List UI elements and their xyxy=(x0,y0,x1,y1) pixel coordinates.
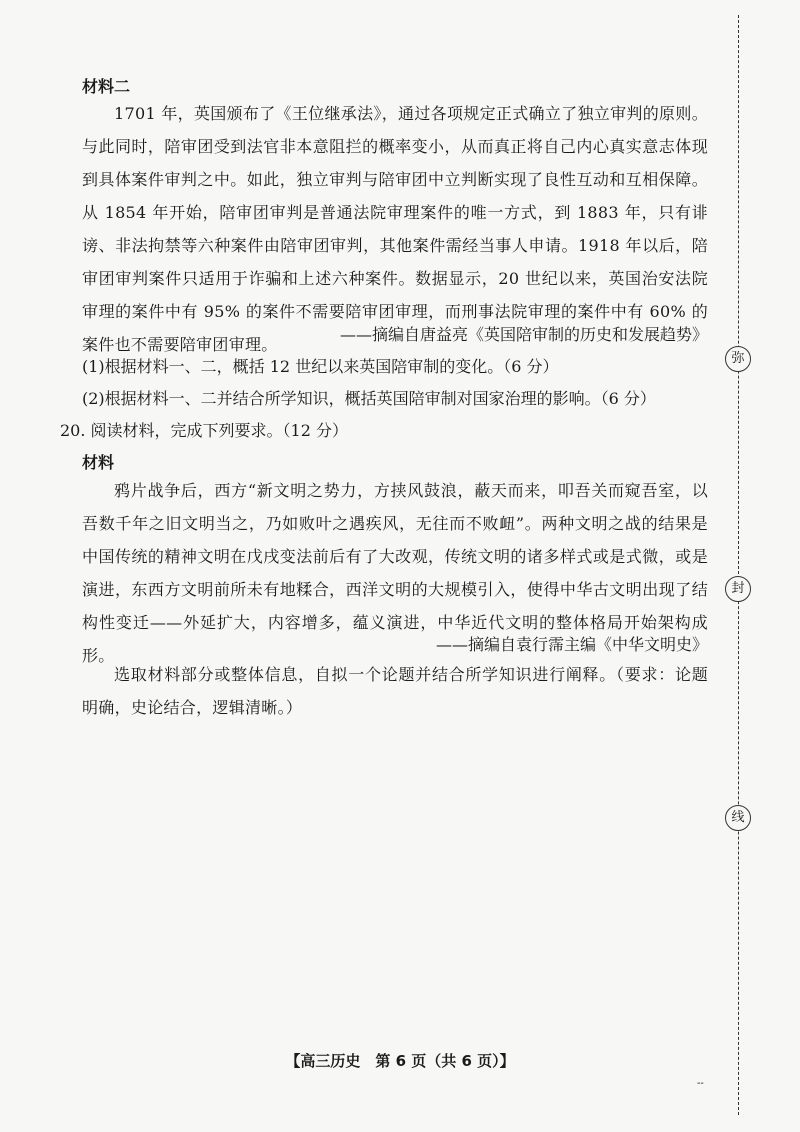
material2-paragraph: 1701 年，英国颁布了《王位继承法》，通过各项规定正式确立了独立审判的原则。与此同时，陪审团受到法官非本意阻拦的概率变小，从而真正将自己内心真实意志体现到具体案件审判之中。如此，独立审判与陪审团中立判断实现了良性互动和互相保障。从 1854 年开始，陪审团审判是普通法院审理案件的唯一方式，到 1883 年，只有诽谤、非法拘禁等六种案件由陪审团审判，其他案件需经当事人申请。1918 年以后，陪审团审判案件只适用于诈骗和上述六种案件。数据显示，20 世纪以来，英国治安法院审理的案件中有 95% 的案件不需要陪审团审理，而刑事法院审理的案件中有 60% 的案件也不需要陪审团审理。 xyxy=(82,104,708,354)
margin-mark-feng: 封 xyxy=(725,576,751,602)
material2-heading: 材料二 xyxy=(82,77,131,96)
binding-dashed-line xyxy=(738,15,739,1115)
page-footer: 【高三历史 第 6 页（共 6 页）】 xyxy=(285,1052,515,1070)
question20-instruction: 选取材料部分或整体信息，自拟一个论题并结合所学知识进行阐释。（要求：论题明确，史论结合，逻辑清晰。） xyxy=(82,665,708,717)
margin-mark-xian: 线 xyxy=(725,805,751,831)
question19-sub1: (1)根据材料一、二，概括 12 世纪以来英国陪审制的变化。（6 分） xyxy=(82,357,559,376)
question20-material-heading: 材料 xyxy=(82,453,115,472)
question20-source: ——摘编自袁行霈主编《中华文明史》 xyxy=(435,635,708,654)
margin-mark-mi: 弥 xyxy=(725,346,751,372)
question20-paragraph: 鸦片战争后，西方“新文明之势力，方挟风鼓浪，蔽天而来，叩吾关而窥吾室，以吾数千年之旧文明当之，乃如败叶之遇疾风，无往而不败衄”。两种文明之战的结果是中国传统的精神文明在戊戌变法前后有了大改观，传统文明的诸多样式或是式微，或是演进，东西方文明前所未有地糅合，西洋文明的大规模引入，使得中华古文明出现了结构性变迁——外延扩大，内容增多，蕴义演进，中华近代文明的整体格局开始架构成形。 xyxy=(82,481,708,665)
corner-mark: -- xyxy=(697,1078,704,1089)
question20-title: 20. 阅读材料，完成下列要求。（12 分） xyxy=(60,421,348,440)
question19-sub2: (2)根据材料一、二并结合所学知识，概括英国陪审制对国家治理的影响。（6 分） xyxy=(82,389,656,408)
material2-source: ——摘编自唐益亮《英国陪审制的历史和发展趋势》 xyxy=(339,325,708,344)
